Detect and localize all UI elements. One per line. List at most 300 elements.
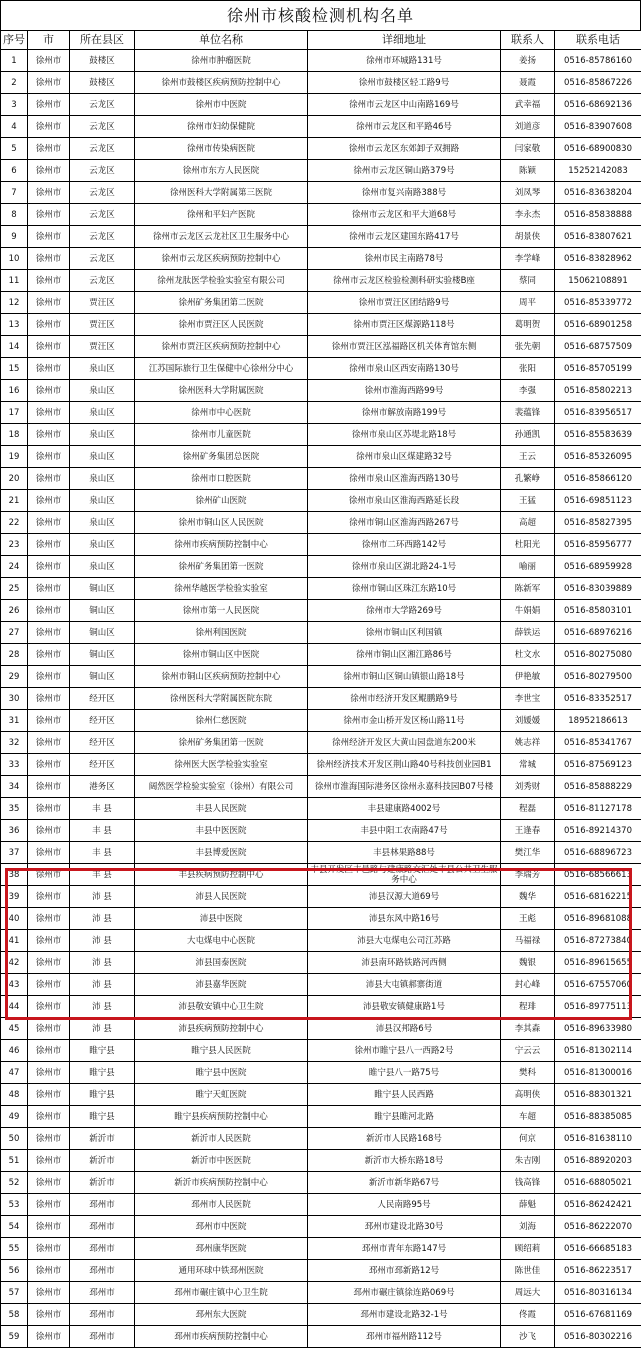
cell-city: 徐州市 bbox=[28, 94, 70, 116]
cell-index: 40 bbox=[1, 908, 28, 930]
cell-address: 新沂市人民路168号 bbox=[308, 1128, 501, 1150]
cell-phone: 0516-86223517 bbox=[555, 1260, 641, 1282]
cell-district: 泉山区 bbox=[70, 380, 135, 402]
cell-address: 睢宁县睢河北路 bbox=[308, 1106, 501, 1128]
table-row bbox=[1, 204, 641, 226]
cell-city: 徐州市 bbox=[28, 644, 70, 666]
table-row bbox=[1, 1194, 641, 1216]
cell-contact: 张阳 bbox=[501, 358, 555, 380]
cell-city: 徐州市 bbox=[28, 314, 70, 336]
cell-phone: 0516-68757509 bbox=[555, 336, 641, 358]
cell-index: 38 bbox=[1, 864, 28, 886]
cell-unit-name: 徐州矿务集团第一医院 bbox=[135, 732, 308, 754]
cell-contact: 周远大 bbox=[501, 1282, 555, 1304]
cell-phone: 0516-89615655 bbox=[555, 952, 641, 974]
cell-address: 徐州市民主南路78号 bbox=[308, 248, 501, 270]
cell-contact: 孙通凯 bbox=[501, 424, 555, 446]
cell-index: 35 bbox=[1, 798, 28, 820]
cell-city: 徐州市 bbox=[28, 204, 70, 226]
cell-address: 沛县敬安镇健康路1号 bbox=[308, 996, 501, 1018]
cell-phone: 0516-89775113 bbox=[555, 996, 641, 1018]
cell-district: 云龙区 bbox=[70, 182, 135, 204]
cell-index: 51 bbox=[1, 1150, 28, 1172]
cell-city: 徐州市 bbox=[28, 1216, 70, 1238]
cell-unit-name: 邳州东大医院 bbox=[135, 1304, 308, 1326]
cell-index: 46 bbox=[1, 1040, 28, 1062]
cell-unit-name: 丰县人民医院 bbox=[135, 798, 308, 820]
cell-address: 徐州市铜山区湘江路86号 bbox=[308, 644, 501, 666]
cell-unit-name: 邳州市人民医院 bbox=[135, 1194, 308, 1216]
cell-address: 新沂市新华路67号 bbox=[308, 1172, 501, 1194]
cell-city: 徐州市 bbox=[28, 754, 70, 776]
cell-contact: 王逢春 bbox=[501, 820, 555, 842]
cell-city: 徐州市 bbox=[28, 732, 70, 754]
cell-district: 贾汪区 bbox=[70, 314, 135, 336]
cell-city: 徐州市 bbox=[28, 952, 70, 974]
header-city: 市 bbox=[28, 31, 70, 50]
cell-city: 徐州市 bbox=[28, 336, 70, 358]
cell-unit-name: 徐州市东方人民医院 bbox=[135, 160, 308, 182]
cell-address: 徐州市鼓楼区轻工路9号 bbox=[308, 72, 501, 94]
table-row bbox=[1, 666, 641, 688]
table-row bbox=[1, 468, 641, 490]
table-row bbox=[1, 930, 641, 952]
cell-address: 沛县东风中路16号 bbox=[308, 908, 501, 930]
cell-contact: 杜阳光 bbox=[501, 534, 555, 556]
cell-index: 3 bbox=[1, 94, 28, 116]
cell-address: 丰县林果路88号 bbox=[308, 842, 501, 864]
cell-unit-name: 徐州市云龙区疾病预防控制中心 bbox=[135, 248, 308, 270]
cell-phone: 0516-68900830 bbox=[555, 138, 641, 160]
cell-city: 徐州市 bbox=[28, 72, 70, 94]
table-row bbox=[1, 798, 641, 820]
cell-phone: 0516-83638204 bbox=[555, 182, 641, 204]
cell-city: 徐州市 bbox=[28, 1172, 70, 1194]
cell-city: 徐州市 bbox=[28, 864, 70, 886]
cell-contact: 程琲 bbox=[501, 996, 555, 1018]
cell-district: 丰 县 bbox=[70, 864, 135, 886]
cell-district: 沛 县 bbox=[70, 886, 135, 908]
cell-city: 徐州市 bbox=[28, 666, 70, 688]
cell-address: 睢宁县人民西路 bbox=[308, 1084, 501, 1106]
cell-city: 徐州市 bbox=[28, 710, 70, 732]
cell-phone: 0516-68805021 bbox=[555, 1172, 641, 1194]
cell-index: 41 bbox=[1, 930, 28, 952]
cell-index: 16 bbox=[1, 380, 28, 402]
cell-district: 沛 县 bbox=[70, 952, 135, 974]
cell-unit-name: 徐州医科大学附属医院 bbox=[135, 380, 308, 402]
cell-unit-name: 徐州市铜山区中医院 bbox=[135, 644, 308, 666]
cell-unit-name: 睢宁县人民医院 bbox=[135, 1040, 308, 1062]
cell-address: 新沂市大桥东路18号 bbox=[308, 1150, 501, 1172]
cell-unit-name: 徐州矿务集团第一医院 bbox=[135, 556, 308, 578]
cell-contact: 蔡同 bbox=[501, 270, 555, 292]
cell-district: 云龙区 bbox=[70, 116, 135, 138]
table-row bbox=[1, 1326, 641, 1348]
cell-phone: 0516-88301321 bbox=[555, 1084, 641, 1106]
cell-address: 徐州市云龙区检验检测科研实验楼B座 bbox=[308, 270, 501, 292]
cell-index: 30 bbox=[1, 688, 28, 710]
cell-unit-name: 通用环球中铁邳州医院 bbox=[135, 1260, 308, 1282]
table-row bbox=[1, 1282, 641, 1304]
cell-address: 邳州市建设北路32-1号 bbox=[308, 1304, 501, 1326]
cell-phone: 0516-85326095 bbox=[555, 446, 641, 468]
table-row bbox=[1, 160, 641, 182]
table-row bbox=[1, 1040, 641, 1062]
cell-index: 4 bbox=[1, 116, 28, 138]
cell-address: 徐州市贾汪区泓福路区机关体育馆东侧 bbox=[308, 336, 501, 358]
cell-index: 47 bbox=[1, 1062, 28, 1084]
cell-district: 鼓楼区 bbox=[70, 72, 135, 94]
cell-phone: 0516-83828962 bbox=[555, 248, 641, 270]
table-row bbox=[1, 732, 641, 754]
cell-phone: 0516-85838888 bbox=[555, 204, 641, 226]
cell-phone: 0516-85341767 bbox=[555, 732, 641, 754]
cell-district: 贾汪区 bbox=[70, 336, 135, 358]
cell-index: 27 bbox=[1, 622, 28, 644]
table-row bbox=[1, 116, 641, 138]
cell-unit-name: 睢宁天虹医院 bbox=[135, 1084, 308, 1106]
cell-address: 邳州市邳新路12号 bbox=[308, 1260, 501, 1282]
table-row bbox=[1, 1062, 641, 1084]
cell-phone: 0516-80279500 bbox=[555, 666, 641, 688]
cell-phone: 0516-85583639 bbox=[555, 424, 641, 446]
table-row bbox=[1, 1172, 641, 1194]
cell-unit-name: 徐州矿山医院 bbox=[135, 490, 308, 512]
cell-unit-name: 江苏国际旅行卫生保健中心徐州分中心 bbox=[135, 358, 308, 380]
table-row bbox=[1, 974, 641, 996]
cell-city: 徐州市 bbox=[28, 600, 70, 622]
cell-city: 徐州市 bbox=[28, 1282, 70, 1304]
cell-index: 29 bbox=[1, 666, 28, 688]
cell-index: 23 bbox=[1, 534, 28, 556]
cell-unit-name: 徐州龙肽医学检验实验室有限公司 bbox=[135, 270, 308, 292]
cell-phone: 0516-81302114 bbox=[555, 1040, 641, 1062]
cell-unit-name: 沛县中医院 bbox=[135, 908, 308, 930]
cell-unit-name: 徐州华越医学检验实验室 bbox=[135, 578, 308, 600]
cell-unit-name: 徐州市中医院 bbox=[135, 94, 308, 116]
cell-phone: 0516-83956517 bbox=[555, 402, 641, 424]
table-row bbox=[1, 50, 641, 72]
cell-city: 徐州市 bbox=[28, 1304, 70, 1326]
cell-contact: 武幸福 bbox=[501, 94, 555, 116]
cell-phone: 0516-68896723 bbox=[555, 842, 641, 864]
cell-unit-name: 丰县中医医院 bbox=[135, 820, 308, 842]
cell-city: 徐州市 bbox=[28, 1018, 70, 1040]
cell-district: 新沂市 bbox=[70, 1172, 135, 1194]
cell-unit-name: 邳州市碾庄镇中心卫生院 bbox=[135, 1282, 308, 1304]
cell-unit-name: 丰县疾病预防控制中心 bbox=[135, 864, 308, 886]
cell-contact: 朱吉刚 bbox=[501, 1150, 555, 1172]
cell-contact: 高超 bbox=[501, 512, 555, 534]
table-row bbox=[1, 446, 641, 468]
cell-contact: 马福禄 bbox=[501, 930, 555, 952]
cell-index: 36 bbox=[1, 820, 28, 842]
cell-city: 徐州市 bbox=[28, 358, 70, 380]
cell-address: 沛县汉邦路6号 bbox=[308, 1018, 501, 1040]
cell-city: 徐州市 bbox=[28, 160, 70, 182]
cell-contact: 刘凤琴 bbox=[501, 182, 555, 204]
cell-district: 邳州市 bbox=[70, 1216, 135, 1238]
cell-district: 铜山区 bbox=[70, 644, 135, 666]
cell-index: 11 bbox=[1, 270, 28, 292]
cell-index: 45 bbox=[1, 1018, 28, 1040]
cell-phone: 0516-87273840 bbox=[555, 930, 641, 952]
cell-unit-name: 徐州市肿瘤医院 bbox=[135, 50, 308, 72]
cell-phone: 0516-88385085 bbox=[555, 1106, 641, 1128]
cell-district: 丰 县 bbox=[70, 820, 135, 842]
cell-contact: 封心峰 bbox=[501, 974, 555, 996]
table-row bbox=[1, 512, 641, 534]
cell-index: 10 bbox=[1, 248, 28, 270]
cell-phone: 0516-68162215 bbox=[555, 886, 641, 908]
table-row bbox=[1, 556, 641, 578]
cell-city: 徐州市 bbox=[28, 446, 70, 468]
cell-unit-name: 睢宁县中医院 bbox=[135, 1062, 308, 1084]
cell-address: 徐州市铜山区淮海西路267号 bbox=[308, 512, 501, 534]
cell-city: 徐州市 bbox=[28, 380, 70, 402]
table-row bbox=[1, 380, 641, 402]
institution-table bbox=[0, 30, 641, 1348]
cell-contact: 魏华 bbox=[501, 886, 555, 908]
cell-unit-name: 徐州市鼓楼区疾病预防控制中心 bbox=[135, 72, 308, 94]
cell-district: 云龙区 bbox=[70, 270, 135, 292]
cell-district: 沛 县 bbox=[70, 908, 135, 930]
cell-address: 邳州市福州路112号 bbox=[308, 1326, 501, 1348]
table-row bbox=[1, 908, 641, 930]
cell-contact: 王猛 bbox=[501, 490, 555, 512]
cell-address: 徐州市云龙区东郊卸子双拥路 bbox=[308, 138, 501, 160]
cell-address: 徐州市云龙区和平路46号 bbox=[308, 116, 501, 138]
cell-city: 徐州市 bbox=[28, 1106, 70, 1128]
cell-district: 泉山区 bbox=[70, 402, 135, 424]
cell-contact: 陈新军 bbox=[501, 578, 555, 600]
cell-phone: 0516-85888229 bbox=[555, 776, 641, 798]
table-row bbox=[1, 490, 641, 512]
cell-phone: 0516-85786160 bbox=[555, 50, 641, 72]
cell-unit-name: 徐州市传染病医院 bbox=[135, 138, 308, 160]
cell-city: 徐州市 bbox=[28, 930, 70, 952]
cell-city: 徐州市 bbox=[28, 578, 70, 600]
cell-contact: 周平 bbox=[501, 292, 555, 314]
cell-address: 徐州市泉山区西安南路130号 bbox=[308, 358, 501, 380]
table-row bbox=[1, 996, 641, 1018]
table-row bbox=[1, 182, 641, 204]
cell-index: 50 bbox=[1, 1128, 28, 1150]
cell-unit-name: 沛县人民医院 bbox=[135, 886, 308, 908]
cell-phone: 0516-80316134 bbox=[555, 1282, 641, 1304]
cell-contact: 刘秀财 bbox=[501, 776, 555, 798]
cell-city: 徐州市 bbox=[28, 622, 70, 644]
cell-phone: 0516-67557060 bbox=[555, 974, 641, 996]
cell-index: 55 bbox=[1, 1238, 28, 1260]
cell-phone: 0516-68566613 bbox=[555, 864, 641, 886]
cell-city: 徐州市 bbox=[28, 776, 70, 798]
cell-unit-name: 徐州市第一人民医院 bbox=[135, 600, 308, 622]
table-row bbox=[1, 358, 641, 380]
cell-phone: 0516-88920203 bbox=[555, 1150, 641, 1172]
table-row bbox=[1, 248, 641, 270]
cell-district: 铜山区 bbox=[70, 666, 135, 688]
table-row bbox=[1, 600, 641, 622]
cell-district: 沛 县 bbox=[70, 930, 135, 952]
cell-unit-name: 徐州市中心医院 bbox=[135, 402, 308, 424]
cell-city: 徐州市 bbox=[28, 842, 70, 864]
cell-contact: 沙飞 bbox=[501, 1326, 555, 1348]
cell-unit-name: 新沂市人民医院 bbox=[135, 1128, 308, 1150]
cell-contact: 刘海 bbox=[501, 1216, 555, 1238]
cell-district: 铜山区 bbox=[70, 622, 135, 644]
cell-city: 徐州市 bbox=[28, 1194, 70, 1216]
cell-address: 徐州市泉山区淮海西路延长段 bbox=[308, 490, 501, 512]
cell-city: 徐州市 bbox=[28, 556, 70, 578]
cell-district: 睢宁县 bbox=[70, 1084, 135, 1106]
cell-index: 15 bbox=[1, 358, 28, 380]
cell-contact: 常城 bbox=[501, 754, 555, 776]
cell-district: 泉山区 bbox=[70, 534, 135, 556]
cell-index: 43 bbox=[1, 974, 28, 996]
cell-district: 铜山区 bbox=[70, 578, 135, 600]
cell-contact: 喻丽 bbox=[501, 556, 555, 578]
cell-phone: 0516-89214370 bbox=[555, 820, 641, 842]
cell-index: 13 bbox=[1, 314, 28, 336]
cell-phone: 0516-80302216 bbox=[555, 1326, 641, 1348]
cell-contact: 宁云云 bbox=[501, 1040, 555, 1062]
cell-phone: 0516-68692136 bbox=[555, 94, 641, 116]
cell-address: 徐州市铜山区珠江东路10号 bbox=[308, 578, 501, 600]
cell-contact: 李强 bbox=[501, 380, 555, 402]
table-row bbox=[1, 1304, 641, 1326]
table-row bbox=[1, 820, 641, 842]
cell-contact: 李学峰 bbox=[501, 248, 555, 270]
cell-district: 沛 县 bbox=[70, 974, 135, 996]
table-row bbox=[1, 1084, 641, 1106]
cell-unit-name: 徐州和平妇产医院 bbox=[135, 204, 308, 226]
cell-district: 贾汪区 bbox=[70, 292, 135, 314]
cell-index: 48 bbox=[1, 1084, 28, 1106]
cell-district: 泉山区 bbox=[70, 468, 135, 490]
table-row bbox=[1, 72, 641, 94]
cell-address: 徐州市解放南路199号 bbox=[308, 402, 501, 424]
cell-address: 徐州市泉山区苏堤北路18号 bbox=[308, 424, 501, 446]
cell-index: 31 bbox=[1, 710, 28, 732]
cell-district: 泉山区 bbox=[70, 424, 135, 446]
header-index: 序号 bbox=[1, 31, 28, 50]
cell-district: 沛 县 bbox=[70, 996, 135, 1018]
cell-district: 睢宁县 bbox=[70, 1106, 135, 1128]
cell-phone: 0516-67681169 bbox=[555, 1304, 641, 1326]
cell-city: 徐州市 bbox=[28, 402, 70, 424]
cell-index: 21 bbox=[1, 490, 28, 512]
cell-address: 徐州市泉山区湖北路24-1号 bbox=[308, 556, 501, 578]
cell-address: 徐州市大学路269号 bbox=[308, 600, 501, 622]
cell-unit-name: 丰县博爱医院 bbox=[135, 842, 308, 864]
cell-contact: 聂霞 bbox=[501, 72, 555, 94]
cell-phone: 0516-81638110 bbox=[555, 1128, 641, 1150]
cell-district: 泉山区 bbox=[70, 446, 135, 468]
cell-city: 徐州市 bbox=[28, 468, 70, 490]
cell-city: 徐州市 bbox=[28, 886, 70, 908]
cell-city: 徐州市 bbox=[28, 1084, 70, 1106]
cell-contact: 李其森 bbox=[501, 1018, 555, 1040]
cell-address: 沛县汉源大道69号 bbox=[308, 886, 501, 908]
cell-district: 泉山区 bbox=[70, 490, 135, 512]
cell-index: 42 bbox=[1, 952, 28, 974]
cell-address: 徐州市贾汪区团结路9号 bbox=[308, 292, 501, 314]
cell-contact: 程磊 bbox=[501, 798, 555, 820]
cell-district: 云龙区 bbox=[70, 226, 135, 248]
table-row bbox=[1, 776, 641, 798]
cell-index: 6 bbox=[1, 160, 28, 182]
cell-contact: 刘道彦 bbox=[501, 116, 555, 138]
table-row bbox=[1, 94, 641, 116]
cell-city: 徐州市 bbox=[28, 138, 70, 160]
cell-contact: 薛铁运 bbox=[501, 622, 555, 644]
cell-index: 9 bbox=[1, 226, 28, 248]
cell-district: 睢宁县 bbox=[70, 1062, 135, 1084]
cell-phone: 0516-89681088 bbox=[555, 908, 641, 930]
cell-phone: 0516-80275080 bbox=[555, 644, 641, 666]
cell-index: 8 bbox=[1, 204, 28, 226]
cell-index: 7 bbox=[1, 182, 28, 204]
cell-district: 泉山区 bbox=[70, 358, 135, 380]
cell-phone: 15252142083 bbox=[555, 160, 641, 182]
cell-unit-name: 沛县敬安镇中心卫生院 bbox=[135, 996, 308, 1018]
cell-district: 沛 县 bbox=[70, 1018, 135, 1040]
cell-phone: 0516-85705199 bbox=[555, 358, 641, 380]
cell-unit-name: 徐州市铜山区人民医院 bbox=[135, 512, 308, 534]
cell-unit-name: 徐州市贾汪区疾病预防控制中心 bbox=[135, 336, 308, 358]
cell-contact: 陈颖 bbox=[501, 160, 555, 182]
cell-district: 云龙区 bbox=[70, 138, 135, 160]
cell-contact: 魏银 bbox=[501, 952, 555, 974]
cell-city: 徐州市 bbox=[28, 490, 70, 512]
cell-contact: 车超 bbox=[501, 1106, 555, 1128]
cell-index: 54 bbox=[1, 1216, 28, 1238]
cell-unit-name: 沛县国泰医院 bbox=[135, 952, 308, 974]
cell-phone: 0516-89633980 bbox=[555, 1018, 641, 1040]
cell-index: 14 bbox=[1, 336, 28, 358]
cell-contact: 牛娟娟 bbox=[501, 600, 555, 622]
cell-phone: 0516-86242421 bbox=[555, 1194, 641, 1216]
cell-index: 26 bbox=[1, 600, 28, 622]
cell-index: 33 bbox=[1, 754, 28, 776]
cell-address: 徐州市经济开发区鲲鹏路9号 bbox=[308, 688, 501, 710]
cell-contact: 姚志祥 bbox=[501, 732, 555, 754]
cell-unit-name: 徐州市儿童医院 bbox=[135, 424, 308, 446]
cell-address: 徐州市复兴南路388号 bbox=[308, 182, 501, 204]
cell-city: 徐州市 bbox=[28, 1128, 70, 1150]
cell-contact: 刘媛媛 bbox=[501, 710, 555, 732]
cell-unit-name: 徐州市妇幼保健院 bbox=[135, 116, 308, 138]
cell-district: 新沂市 bbox=[70, 1150, 135, 1172]
cell-index: 44 bbox=[1, 996, 28, 1018]
cell-address: 睢宁县八一路75号 bbox=[308, 1062, 501, 1084]
cell-address: 徐州市云龙区和平大道68号 bbox=[308, 204, 501, 226]
cell-city: 徐州市 bbox=[28, 292, 70, 314]
cell-index: 52 bbox=[1, 1172, 28, 1194]
cell-district: 邳州市 bbox=[70, 1304, 135, 1326]
cell-address: 沛县南环路铁路河西侧 bbox=[308, 952, 501, 974]
cell-city: 徐州市 bbox=[28, 1260, 70, 1282]
cell-unit-name: 徐州矿务集团第二医院 bbox=[135, 292, 308, 314]
cell-address: 徐州市淮海国际港务区徐州永嘉科技园B07号楼 bbox=[308, 776, 501, 798]
cell-contact: 胡景侠 bbox=[501, 226, 555, 248]
cell-unit-name: 徐州矿务集团总医院 bbox=[135, 446, 308, 468]
cell-phone: 0516-85339772 bbox=[555, 292, 641, 314]
table-row bbox=[1, 138, 641, 160]
cell-index: 12 bbox=[1, 292, 28, 314]
